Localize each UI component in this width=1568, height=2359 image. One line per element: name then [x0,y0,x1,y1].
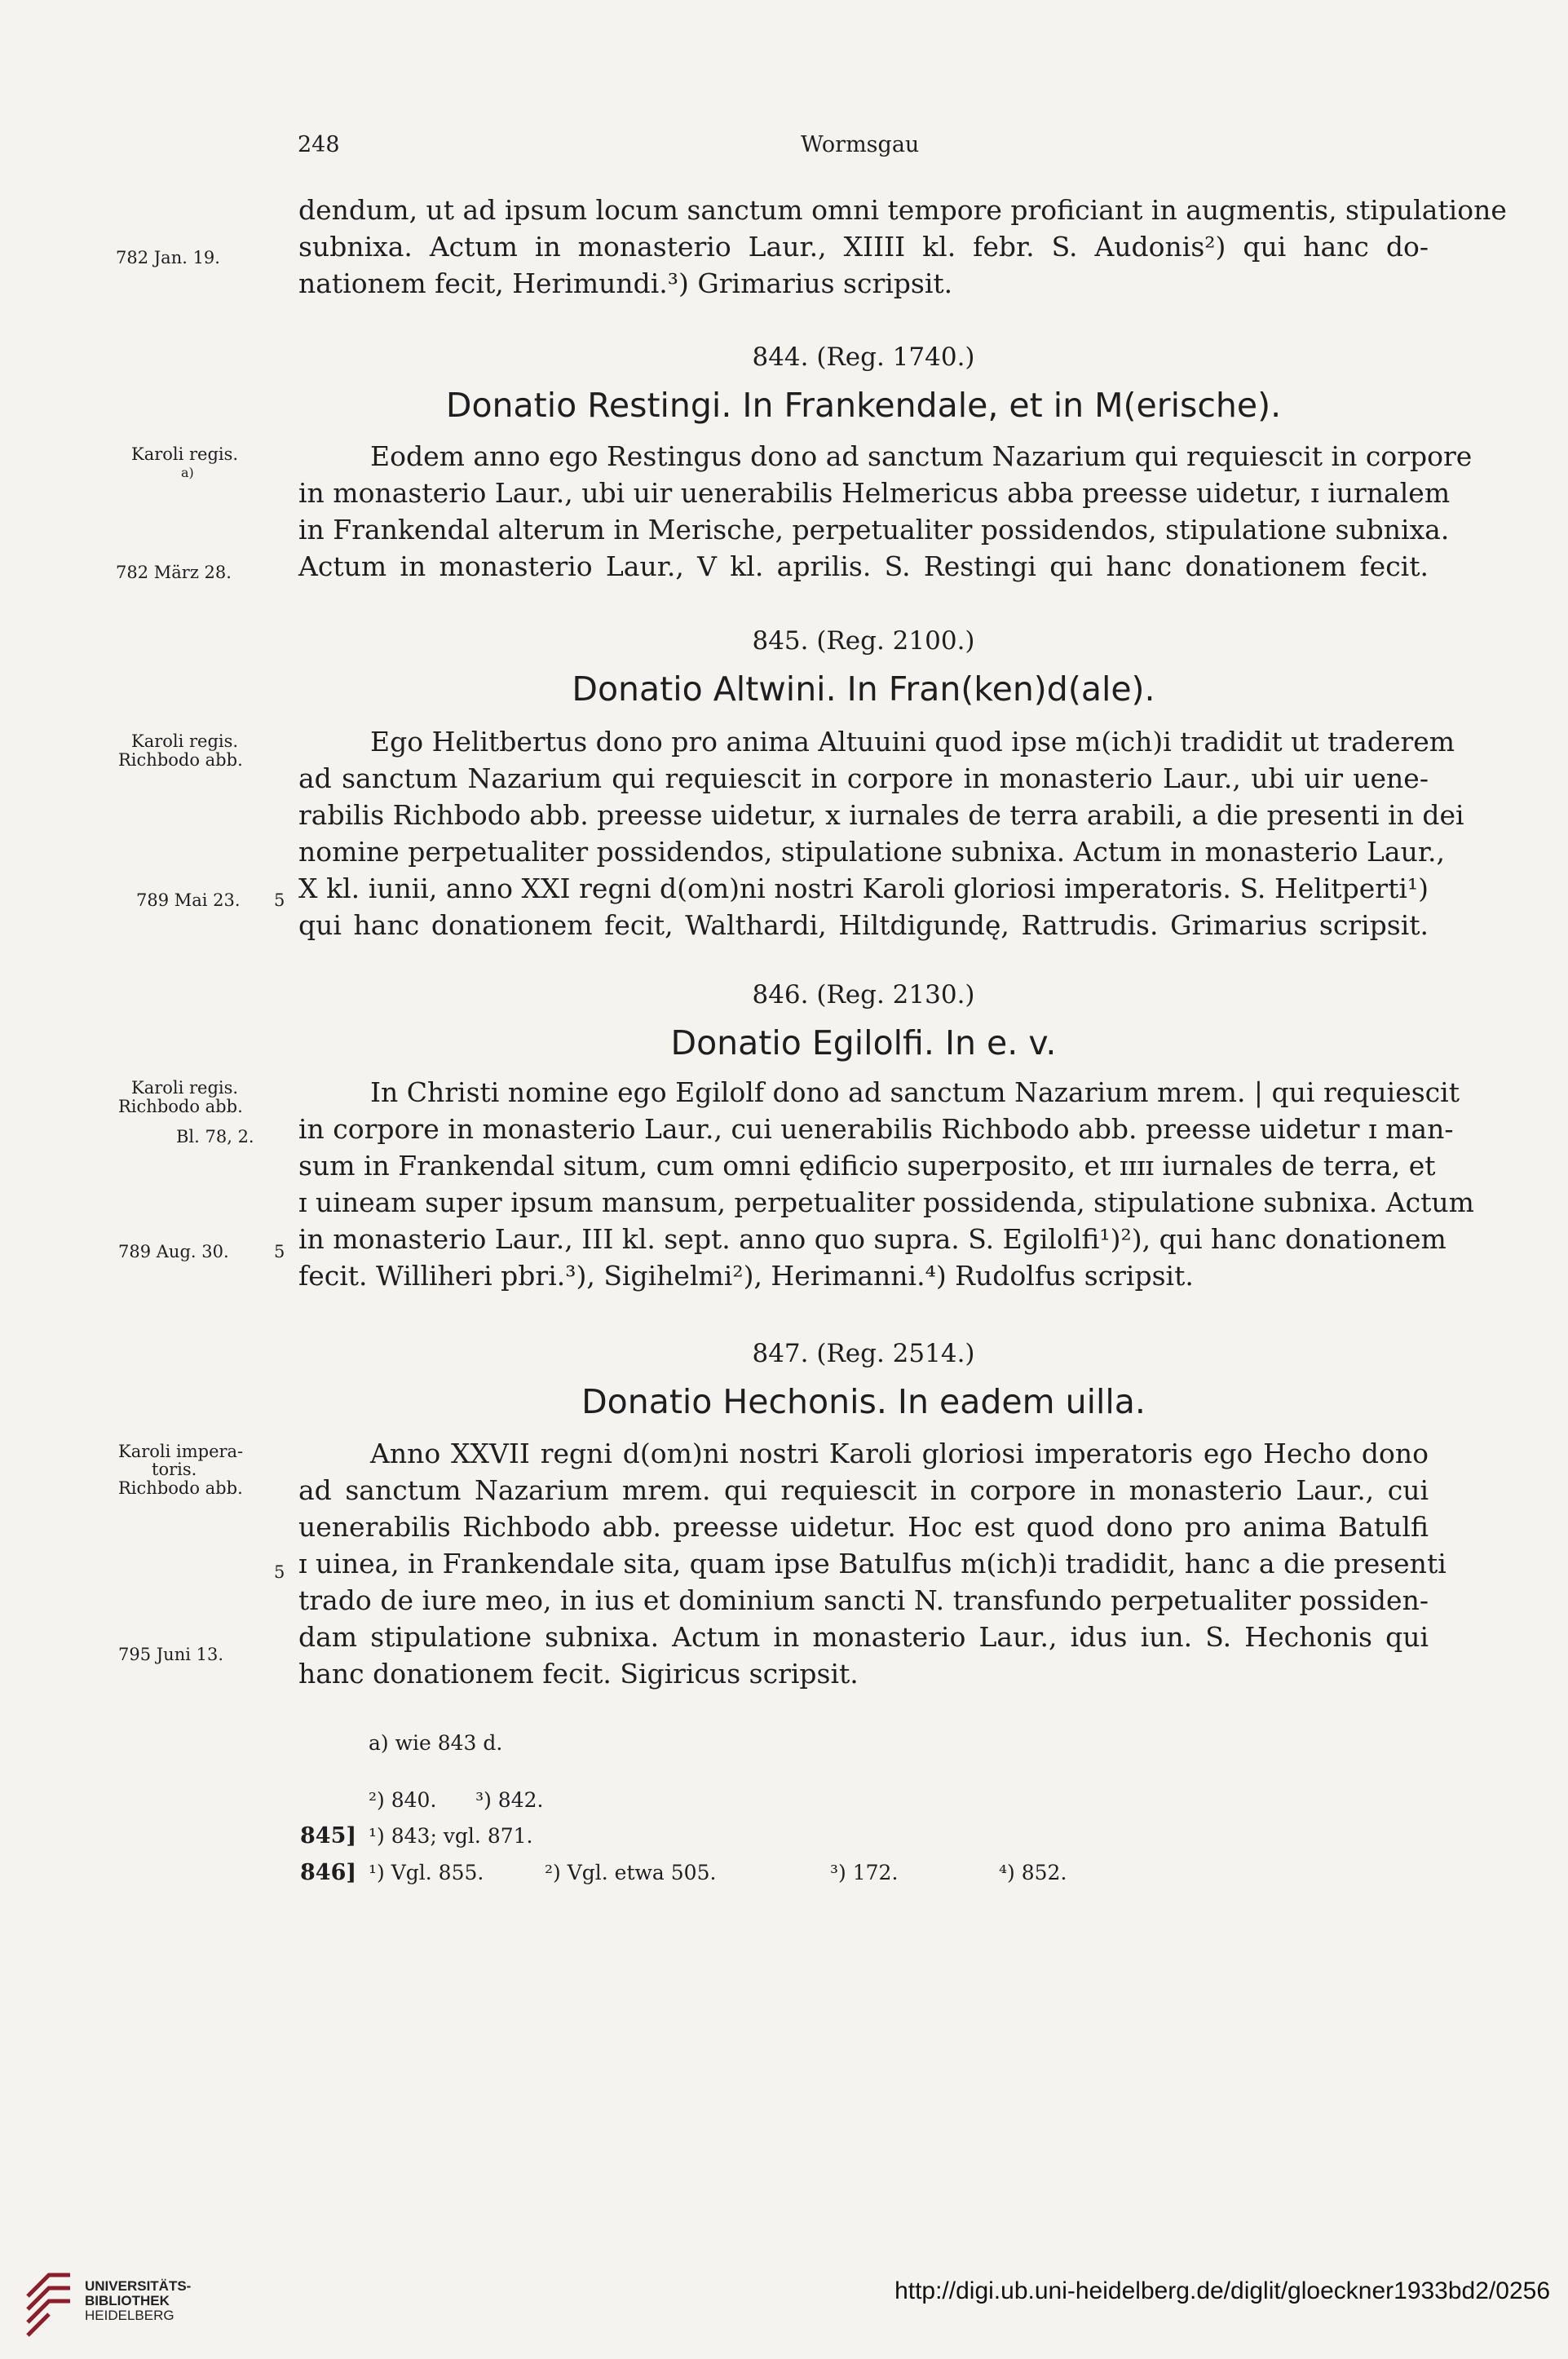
line-number: 5 [274,890,285,910]
footnote-label: 846] [300,1860,357,1885]
running-head: Wormsgau [801,132,920,157]
text-line: uenerabilis Richbodo abb. preesse uidetur. Hoc est quod dono pro anima Batulfi [298,1511,1429,1543]
margin-note-karoli-imperatoris: Karoli impera- [118,1442,244,1461]
text-line: ɪ uinea, in Frankendale sita, quam ipse Batulfus m(ich)i tradidit, hanc a die presenti [298,1548,1447,1579]
footnote: ¹) Vgl. 855. [369,1861,484,1884]
text-line: in monasterio Laur., ubi uir uenerabilis Helmericus abba preesse uidetur, ɪ iurnalem [298,477,1451,509]
charter-number: 844. (Reg. 1740.) [752,342,975,372]
charter-title: Donatio Hechonis. In eadem uilla. [581,1382,1146,1421]
text-line: subnixa. Actum in monasterio Laur., XIIII kl. febr. S. Audonis²) qui hanc do- [298,231,1429,263]
text-line: nomine perpetualiter possidendos, stipulatione subnixa. Actum in monasterio Laur., [298,836,1445,868]
margin-note-date: 789 Aug. 30. [118,1242,229,1261]
text-line: ad sanctum Nazarium mrem. qui requiescit in corpore in monasterio Laur., cui [298,1474,1429,1506]
margin-note-karoli-imperatoris: toris. [152,1460,197,1479]
text-line: in Frankendal alterum in Merische, perpetualiter possidendos, stipulatione subnixa. [298,514,1450,546]
margin-note-date: 795 Juni 13. [118,1645,224,1664]
library-name-line: HEIDELBERG [85,2308,174,2323]
footnote-label: 845] [300,1823,357,1849]
permalink-url[interactable]: http://digi.ub.uni-heidelberg.de/diglit/gloeckner1933bd2/0256 [894,2277,1550,2304]
charter-number: 847. (Reg. 2514.) [752,1339,975,1368]
margin-note-date: 782 Jan. 19. [116,248,220,267]
charter-number: 845. (Reg. 2100.) [752,626,975,656]
text-line: trado de iure meo, in ius et dominium sancti N. transfundo perpetualiter possiden- [298,1584,1429,1616]
text-line: ad sanctum Nazarium qui requiescit in corpore in monasterio Laur., ubi uir uene- [298,762,1429,794]
text-line: in monasterio Laur., III kl. sept. anno quo supra. S. Egilolfi¹)²), qui hanc donationem [298,1223,1447,1255]
text-line: Actum in monasterio Laur., V kl. aprilis. S. Restingi qui hanc donationem fecit. [298,550,1429,582]
charter-title: Donatio Altwini. In Fran(ken)d(ale). [572,669,1155,709]
footnote: ²) 840. ³) 842. [369,1788,544,1812]
text-line: Eodem anno ego Restingus dono ad sanctum Nazarium qui requiescit in corpore [370,440,1473,472]
text-line: dam stipulatione subnixa. Actum in monasterio Laur., idus iun. S. Hechonis qui [298,1621,1429,1653]
text-line: rabilis Richbodo abb. preesse uidetur, x iurnales de terra arabili, a die presenti in dei [298,799,1464,831]
library-name-line: UNIVERSITÄTS- [85,2278,192,2294]
footnote: ³) 172. [830,1861,899,1884]
margin-note-abbot: Richbodo abb. [118,1478,243,1498]
university-library-logo-icon [20,2264,77,2337]
text-line: Ego Helitbertus dono pro anima Altuuini quod ipse m(ich)i tradidit ut traderem [370,726,1455,758]
library-name [85,2279,191,2323]
text-line: dendum, ut ad ipsum locum sanctum omni tempore proficiant in augmentis, stipulatione [298,194,1507,226]
line-number: 5 [274,1242,285,1261]
charter-title: Donatio Restingi. In Frankendale, et in M(erische). [445,386,1282,425]
footnote: a) wie 843 d. [369,1731,503,1755]
text-line: sum in Frankendal situm, cum omni ędificio superposito, et ɪɪɪɪ iurnales de terra, et [298,1150,1436,1182]
text-line: Anno XXVII regni d(om)ni nostri Karoli gloriosi imperatoris ego Hecho dono [370,1438,1429,1469]
footnote: ⁴) 852. [999,1861,1067,1884]
charter-number: 846. (Reg. 2130.) [752,980,975,1009]
library-name-line: BIBLIOTHEK [85,2293,170,2308]
footnote: ¹) 843; vgl. 871. [369,1824,533,1848]
margin-note-date: 782 März 28. [116,563,232,582]
margin-note-date: 789 Mai 23. [136,890,241,910]
text-line: hanc donationem fecit. Sigiricus scripsit. [298,1658,859,1690]
text-line: In Christi nomine ego Egilolf dono ad sanctum Nazarium mrem. | qui requiescit [370,1076,1460,1108]
footnote: ²) Vgl. etwa 505. [545,1861,717,1884]
margin-note-karoli-regis: Karoli regis. [131,444,239,464]
text-line: X kl. iunii, anno XXI regni d(om)ni nostri Karoli gloriosi imperatoris. S. Helitperti¹) [298,872,1429,904]
charter-title: Donatio Egilolfi. In e. v. [670,1023,1057,1062]
text-line: ɪ uineam super ipsum mansum, perpetualiter possidenda, stipulatione subnixa. Actum [298,1186,1474,1218]
line-number: 5 [274,1562,285,1582]
margin-note-abbot: Richbodo abb. [118,1097,243,1116]
margin-note-siglum: a) [181,465,194,480]
margin-note-karoli-regis: Karoli regis. [131,731,239,751]
text-line: in corpore in monasterio Laur., cui uenerabilis Richbodo abb. preesse uidetur ɪ man- [298,1113,1454,1145]
margin-note-karoli-regis: Karoli regis. [131,1078,239,1098]
margin-note-folio: Bl. 78, 2. [176,1127,254,1146]
text-line: qui hanc donationem fecit, Walthardi, Hiltdigundę, Rattrudis. Grimarius scripsit. [298,909,1429,941]
text-line: fecit. Williheri pbri.³), Sigihelmi²), Herimanni.⁴) Rudolfus scripsit. [298,1260,1194,1292]
page-number: 248 [298,132,340,157]
margin-note-abbot: Richbodo abb. [118,750,243,770]
text-line: nationem fecit, Herimundi.³) Grimarius scripsit. [298,267,953,299]
